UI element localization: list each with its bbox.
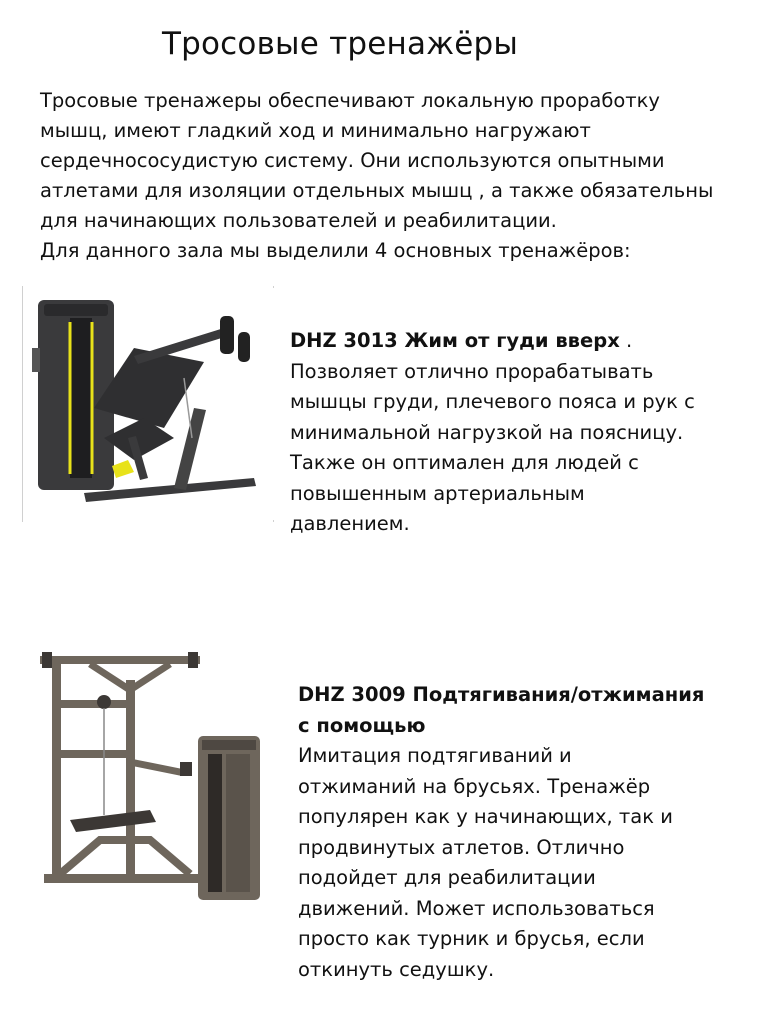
machine-2-model: DHZ 3009 Подтягивания/отжимания с помощью: [298, 683, 705, 737]
machine-1-block: [290, 326, 760, 540]
chest-press-illustration: [24, 288, 274, 520]
machine-2-description: Имитация подтягиваний и отжиманий на брусьях. Тренажёр популярен как у начинающих, так и продвинутых атлетов. Отлично подойдет для реабилитации движений. Может использоваться просто как турник и брусья, если откинуть седушку.: [298, 744, 673, 981]
footrest-accent: [112, 460, 134, 478]
pulley: [97, 695, 111, 709]
pullup-bar: [40, 656, 200, 664]
pullup-illustration: [30, 650, 286, 912]
weight-stack: [208, 754, 222, 892]
page-title: Тросовые тренажёры: [162, 26, 519, 62]
knee-pad: [70, 810, 156, 832]
machine-2-block: [298, 680, 758, 985]
handle: [220, 316, 234, 354]
assisted-pullup-machine-image: [30, 650, 286, 912]
machine-1-description: Позволяет отлично прорабатывать мышцы груди, плечевого пояса и рук с минимальной нагрузкой на поясницу. Также он оптимален для людей с повышенным артериальным давлением.: [290, 359, 695, 535]
frame-upright: [52, 664, 61, 874]
weight-stack: [70, 318, 92, 478]
machine-1-model-suffix: .: [619, 329, 633, 352]
chest-press-machine-image: [24, 288, 274, 520]
image-border-left: [22, 286, 23, 522]
base-frame: [44, 874, 224, 883]
intro-paragraph: Тросовые тренажеры обеспечивают локальную проработку мышц, имеют гладкий ход и минимально нагружают сердечнососудистую систему. Они используются опытными атлетами для изоляции отдельных мышц , а также обязательны для начинающих пользователей и реабилитации. Для данного зала мы выделили 4 основных тренажёров:: [40, 89, 714, 262]
machine-1-model: DHZ 3013 Жим от гуди вверх: [290, 329, 620, 352]
